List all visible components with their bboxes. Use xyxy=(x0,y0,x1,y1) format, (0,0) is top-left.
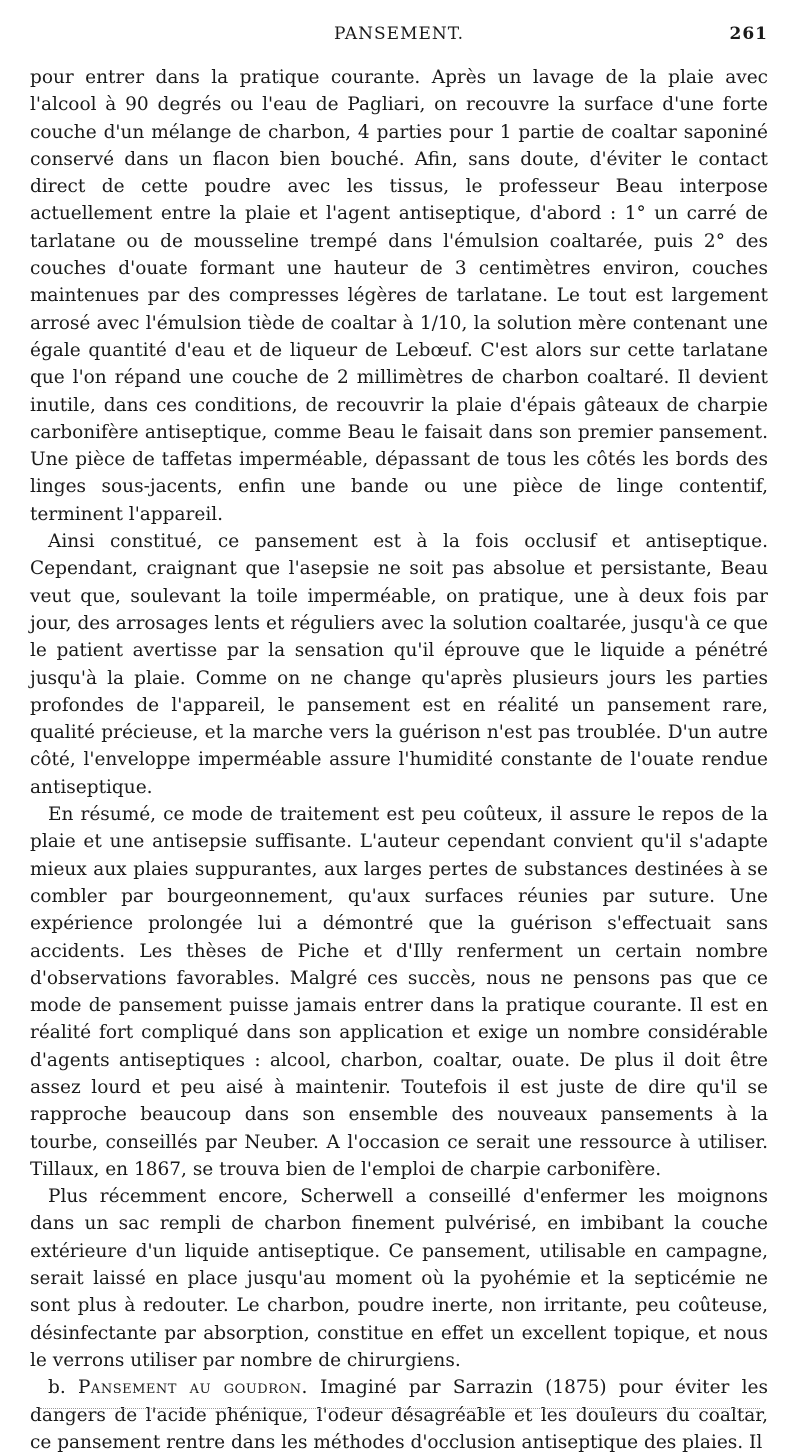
paragraph-1: pour entrer dans la pratique courante. Après un lavage de la plaie avec l'alcool à 90 degrés ou l'eau de Pagliari, on recouvre la surface d'une forte couche d'un mélange de charbon, 4 parties pour 1 partie de coaltar saponiné conservé dans un flacon bien bouché. Afin, sans doute, d'éviter le contact direct de cette poudre avec les tissus, le professeur Beau interpose actuellement entre la plaie et l'agent antiseptique, d'abord : 1° un carré de tarlatane ou de mousseline trempé dans l'émulsion coaltarée, puis 2° des couches d'ouate formant une hauteur de 3 centimètres environ, couches maintenues par des compresses légères de tarlatane. Le tout est largement arrosé avec l'émulsion tiède de coaltar à 1/10, la solution mère contenant une égale quantité d'eau et de liqueur de Lebœuf. C'est alors sur cette tarlatane que l'on répand une couche de 2 millimètres de charbon coaltaré. Il devient inutile, dans ces conditions, de recouvrir la plaie d'épais gâteaux de charpie carbonifère antiseptique, comme Beau le faisait dans son premier pansement. Une pièce de taffetas imperméable, dépassant de tous les côtés les bords des linges sous-jacents, enfin une bande ou une pièce de linge contentif, terminent l'appareil. xyxy=(30,67,768,525)
section-b-label: b. xyxy=(48,1377,66,1399)
body-text xyxy=(30,64,768,1456)
page xyxy=(30,24,768,1456)
page-number: 261 xyxy=(729,24,768,44)
running-title: PANSEMENT. xyxy=(333,24,465,44)
paragraph-section-b xyxy=(30,1374,768,1456)
paragraph-3: En résumé, ce mode de traitement est peu coûteux, il assure le repos de la plaie et une antisepsie suffisante. L'auteur cependant convient qu'il s'adapte mieux aux plaies suppurantes, aux larges pertes de substances destinées à se combler par bourgeonnement, qu'aux surfaces réunies par suture. Une expérience prolongée lui a démontré que la guérison s'effectuait sans accidents. Les thèses de Piche et d'Illy renferment un certain nombre d'observations favorables. Malgré ces succès, nous ne pensons pas que ce mode de pansement puisse jamais entrer dans la pratique courante. Il est en réalité fort compliqué dans son application et exige un nombre considérable d'agents antiseptiques : alcool, charbon, coaltar, ouate. De plus il doit être assez lourd et peu aisé à maintenir. Toutefois il est juste de dire qu'il se rapproche beaucoup dans son ensemble des nouveaux pansements à la tourbe, conseillés par Neuber. A l'occasion ce serait une ressource à utiliser. Tillaux, en 1867, se trouva bien de l'emploi de charpie carbonifère. xyxy=(30,804,768,1180)
section-b-heading: Pansement au goudron. xyxy=(77,1377,308,1399)
section-b-text: Imaginé par Sarrazin (1875) pour éviter les dangers de l'acide phénique, l'odeur désagréable et les douleurs du coaltar, ce pansement rentre dans les méthodes d'occlusion antiseptique des plaies. Il xyxy=(30,1377,768,1453)
running-head xyxy=(30,24,768,56)
paragraph-4: Plus récemment encore, Scherwell a conseillé d'enfermer les moignons dans un sac rempli de charbon finement pulvérisé, en imbibant la couche extérieure d'un liquide antiseptique. Ce pansement, utilisable en campagne, serait laissé en place jusqu'au moment où la pyohémie et la septicémie ne sont plus à redouter. Le charbon, poudre inerte, non irritante, peu coûteuse, désinfectante par absorption, constitue en effet un excellent topique, et nous le verrons utiliser par nombre de chirurgiens. xyxy=(30,1186,768,1371)
footer-marks xyxy=(40,1408,760,1413)
paragraph-2: Ainsi constitué, ce pansement est à la fois occlusif et antiseptique. Cependant, craignant que l'asepsie ne soit pas absolue et persistante, Beau veut que, soulevant la toile imperméable, on pratique, une à deux fois par jour, des arrosages lents et réguliers avec la solution coaltarée, jusqu'à ce que le patient avertisse par la sensation qu'il éprouve que le liquide a pénétré jusqu'à la plaie. Comme on ne change qu'après plusieurs jours les parties profondes de l'appareil, le pansement est en réalité un pansement rare, qualité précieuse, et la marche vers la guérison n'est pas troublée. D'un autre côté, l'enveloppe imperméable assure l'humidité constante de l'ouate rendue antiseptique. xyxy=(30,531,768,798)
